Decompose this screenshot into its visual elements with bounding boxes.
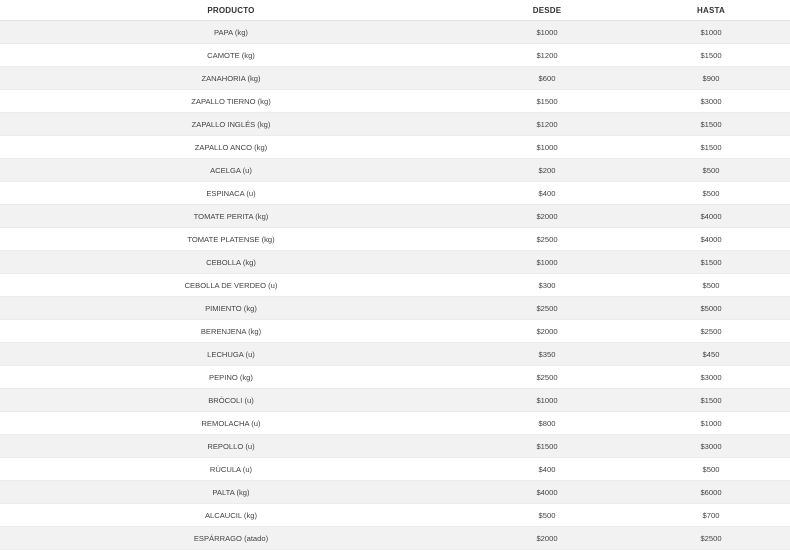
to-price-cell: $500 [632,182,790,205]
from-price-cell: $300 [462,274,632,297]
product-cell: ESPINACA (u) [0,182,462,205]
table-row [0,435,790,458]
to-price-cell: $3000 [632,90,790,113]
table-row [0,504,790,527]
product-cell: PEPINO (kg) [0,366,462,389]
product-cell: TOMATE PLATENSE (kg) [0,228,462,251]
product-cell: PALTA (kg) [0,481,462,504]
product-cell: TOMATE PERITA (kg) [0,205,462,228]
from-price-cell: $1000 [462,136,632,159]
table-row [0,205,790,228]
from-price-cell: $4000 [462,481,632,504]
header-row [0,0,790,21]
table-row [0,366,790,389]
to-price-cell: $3000 [632,435,790,458]
from-price-cell: $400 [462,458,632,481]
table-row [0,412,790,435]
from-price-cell: $1200 [462,113,632,136]
table-row [0,136,790,159]
header-product[interactable]: PRODUCTO [0,0,462,21]
table-row [0,90,790,113]
table-row [0,297,790,320]
table-row [0,44,790,67]
to-price-cell: $6000 [632,481,790,504]
from-price-cell: $200 [462,159,632,182]
from-price-cell: $2500 [462,228,632,251]
product-cell: PIMIENTO (kg) [0,297,462,320]
table-row [0,274,790,297]
from-price-cell: $1200 [462,44,632,67]
to-price-cell: $500 [632,458,790,481]
table-row [0,251,790,274]
from-price-cell: $350 [462,343,632,366]
product-cell: ZAPALLO TIERNO (kg) [0,90,462,113]
product-cell: ACELGA (u) [0,159,462,182]
from-price-cell: $1500 [462,90,632,113]
product-cell: CEBOLLA DE VERDEO (u) [0,274,462,297]
from-price-cell: $2000 [462,527,632,550]
product-cell: ZAPALLO ANCO (kg) [0,136,462,159]
from-price-cell: $800 [462,412,632,435]
table-row [0,343,790,366]
table-row [0,21,790,44]
from-price-cell: $2000 [462,205,632,228]
to-price-cell: $1000 [632,412,790,435]
from-price-cell: $1000 [462,251,632,274]
table-row [0,182,790,205]
table-row [0,320,790,343]
product-cell: REPOLLO (u) [0,435,462,458]
to-price-cell: $1500 [632,251,790,274]
product-cell: ALCAUCIL (kg) [0,504,462,527]
table-row [0,228,790,251]
product-cell: RÚCULA (u) [0,458,462,481]
product-cell: BRÓCOLI (u) [0,389,462,412]
table-row [0,458,790,481]
to-price-cell: $500 [632,274,790,297]
to-price-cell: $4000 [632,228,790,251]
from-price-cell: $2500 [462,366,632,389]
table-row [0,389,790,412]
to-price-cell: $700 [632,504,790,527]
price-table-header [0,0,790,21]
to-price-cell: $1500 [632,44,790,67]
product-cell: BERENJENA (kg) [0,320,462,343]
to-price-cell: $1500 [632,389,790,412]
to-price-cell: $1500 [632,113,790,136]
header-from[interactable]: DESDE [462,0,632,21]
from-price-cell: $1000 [462,21,632,44]
from-price-cell: $600 [462,67,632,90]
from-price-cell: $1500 [462,435,632,458]
product-cell: PAPA (kg) [0,21,462,44]
to-price-cell: $5000 [632,297,790,320]
to-price-cell: $1500 [632,136,790,159]
to-price-cell: $450 [632,343,790,366]
product-cell: ZAPALLO INGLÉS (kg) [0,113,462,136]
product-cell: CEBOLLA (kg) [0,251,462,274]
table-row [0,481,790,504]
from-price-cell: $2500 [462,297,632,320]
price-table-body [0,21,790,550]
product-cell: LECHUGA (u) [0,343,462,366]
from-price-cell: $1000 [462,389,632,412]
to-price-cell: $2500 [632,527,790,550]
from-price-cell: $400 [462,182,632,205]
header-to[interactable]: HASTA [632,0,790,21]
to-price-cell: $4000 [632,205,790,228]
table-row [0,527,790,550]
to-price-cell: $900 [632,67,790,90]
table-row [0,67,790,90]
to-price-cell: $2500 [632,320,790,343]
from-price-cell: $2000 [462,320,632,343]
product-cell: ESPÁRRAGO (atado) [0,527,462,550]
to-price-cell: $500 [632,159,790,182]
to-price-cell: $1000 [632,21,790,44]
table-row [0,113,790,136]
to-price-cell: $3000 [632,366,790,389]
from-price-cell: $500 [462,504,632,527]
product-cell: REMOLACHA (u) [0,412,462,435]
table-row [0,159,790,182]
product-cell: ZANAHORIA (kg) [0,67,462,90]
product-cell: CAMOTE (kg) [0,44,462,67]
